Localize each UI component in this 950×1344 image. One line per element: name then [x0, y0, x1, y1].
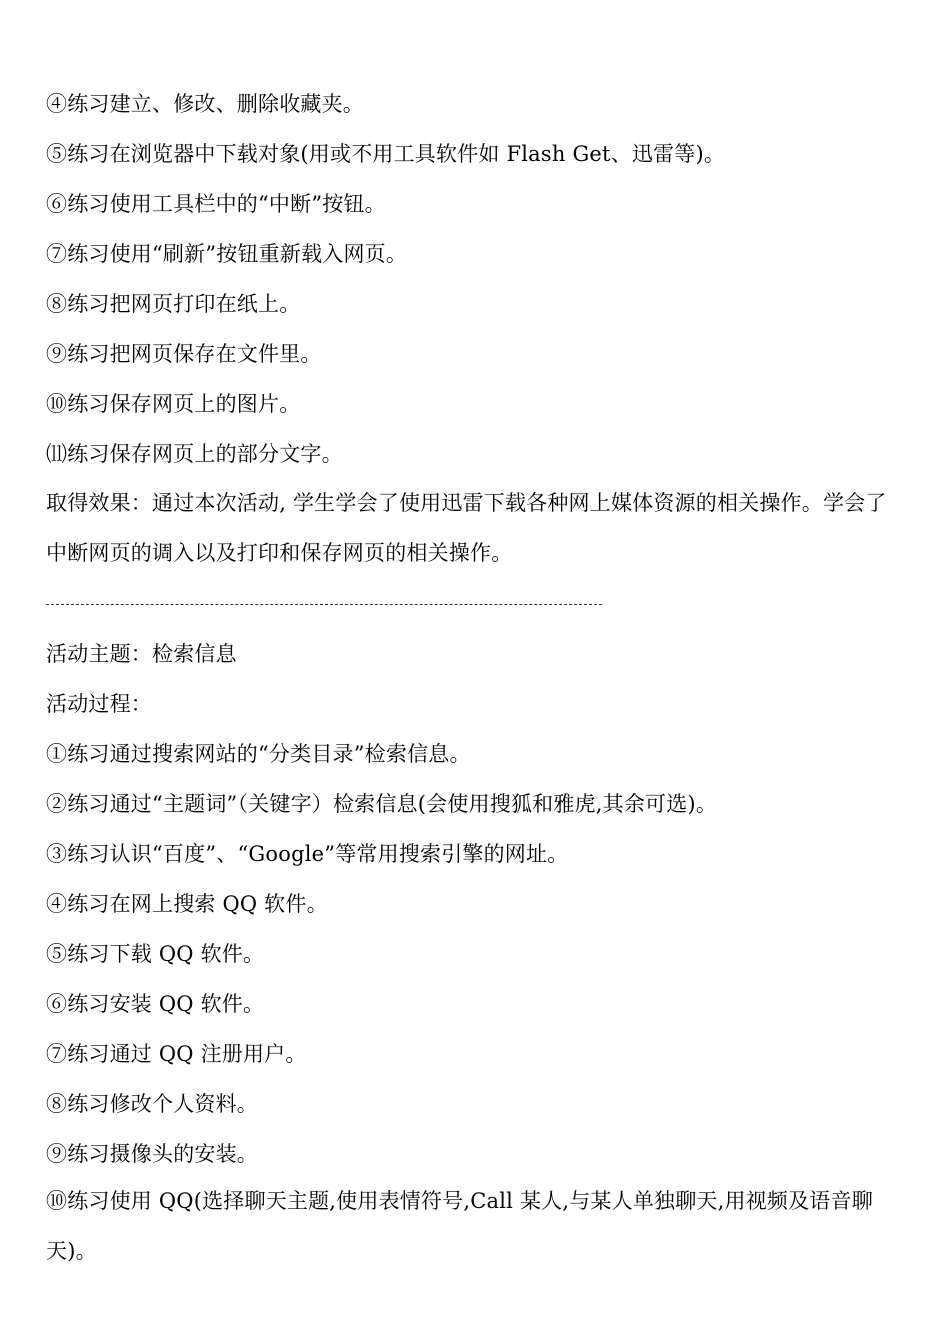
- list-item: ⑦练习使用“刷新”按钮重新载入网页。: [46, 242, 408, 266]
- list-item: ⑨练习摄像头的安装。: [46, 1142, 258, 1166]
- list-item: ⑤练习在浏览器中下载对象(用或不用工具软件如 Flash Get、迅雷等)。: [46, 142, 726, 166]
- list-item: ②练习通过“主题词”（关键字）检索信息(会使用搜狐和雅虎,其余可选)。: [46, 792, 718, 816]
- list-item: ⑥练习安装 QQ 软件。: [46, 992, 265, 1016]
- list-item: ⑧练习把网页打印在纸上。: [46, 292, 301, 316]
- list-item: ⑦练习通过 QQ 注册用户。: [46, 1042, 307, 1066]
- list-item: ⑩练习保存网页上的图片。: [46, 392, 301, 416]
- list-item: ⑾练习保存网页上的部分文字。: [46, 442, 343, 466]
- activity-theme: 活动主题：检索信息: [46, 642, 237, 666]
- list-item: ①练习通过搜索网站的“分类目录”检索信息。: [46, 742, 471, 766]
- list-item: ⑥练习使用工具栏中的“中断”按钮。: [46, 192, 386, 216]
- list-item: ③练习认识“百度”、“Google”等常用搜索引擎的网址。: [46, 842, 569, 866]
- activity-process-heading: 活动过程：: [46, 692, 152, 716]
- list-item: ⑩练习使用 QQ(选择聊天主题,使用表情符号,Call 某人,与某人单独聊天,用视频及语音聊天)。: [46, 1189, 873, 1263]
- list-item: ⑤练习下载 QQ 软件。: [46, 942, 265, 966]
- result-paragraph: 取得效果：通过本次活动, 学生学会了使用迅雷下载各种网上媒体资源的相关操作。学会了中断网页的调入以及打印和保存网页的相关操作。: [46, 491, 887, 565]
- list-item: ④练习建立、修改、删除收藏夹。: [46, 92, 364, 116]
- list-item: ⑧练习修改个人资料。: [46, 1092, 258, 1116]
- list-item: ⑨练习把网页保存在文件里。: [46, 342, 322, 366]
- separator-rule: [46, 604, 602, 605]
- list-item: ④练习在网上搜索 QQ 软件。: [46, 892, 328, 916]
